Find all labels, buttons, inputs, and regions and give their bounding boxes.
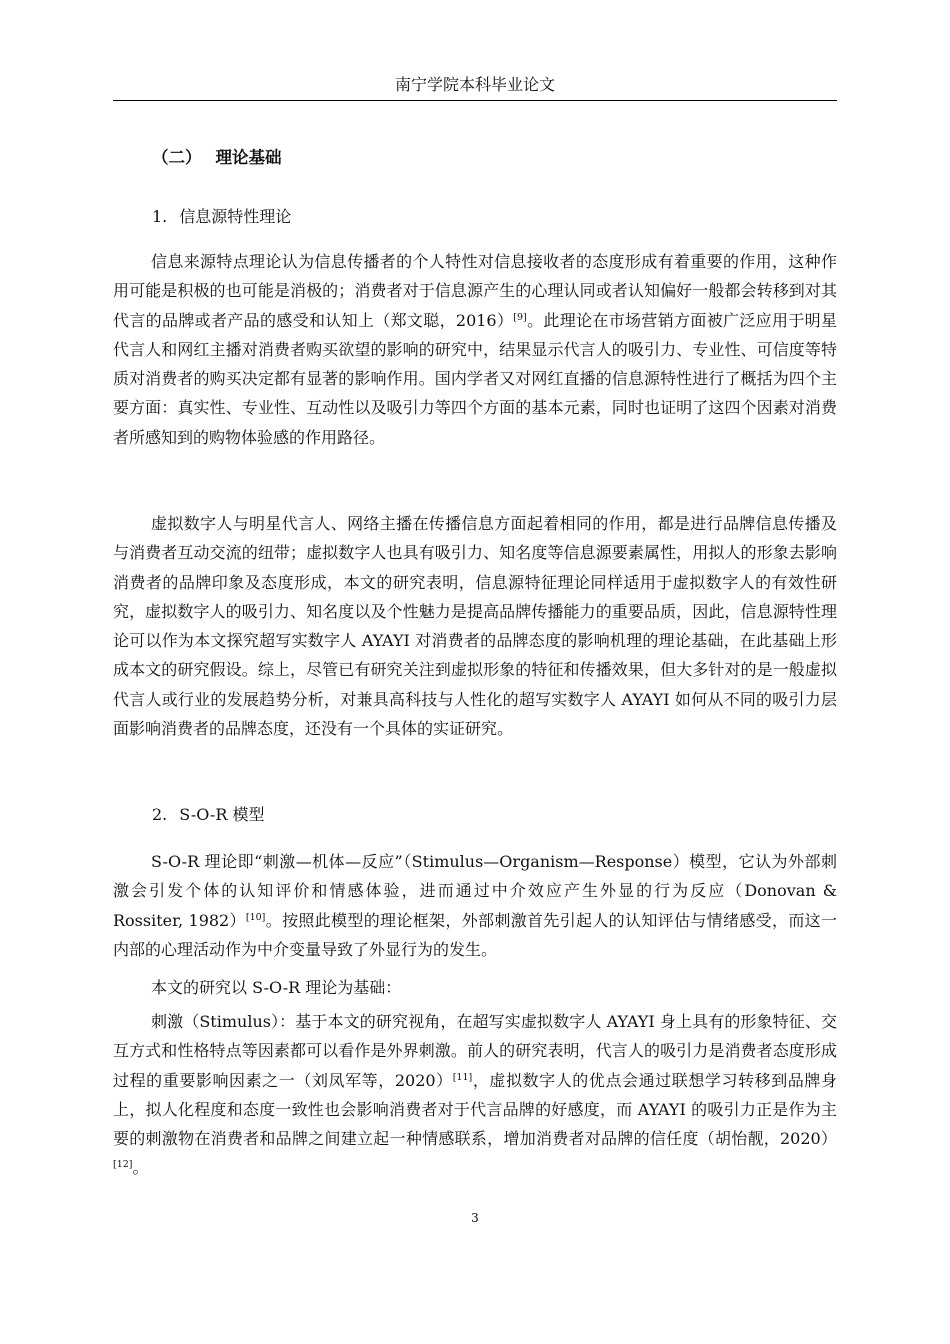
subsection-heading-1: [152, 205, 291, 229]
header-rule: [113, 100, 837, 101]
citation: [12]: [113, 1159, 133, 1171]
subsection-number: 2.: [152, 805, 168, 824]
subsection-heading-2: [152, 803, 264, 827]
paragraph-2: 虚拟数字人与明星代言人、网络主播在传播信息方面起着相同的作用，都是进行品牌信息传播及与消费者互动交流的纽带；虚拟数字人也具有吸引力、知名度等信息源要素属性，用拟人的形象去影响消费者的品牌印象及态度形成，本文的研究表明，信息源特征理论同样适用于虚拟数字人的有效性研究，虚拟数字人的吸引力、知名度以及个性魅力是提高品牌传播能力的重要品质，因此，信息源特性理论可以作为本文探究超写实数字人 AYAYI 对消费者的品牌态度的影响机理的理论基础，在此基础上形成本文的研究假设。综上，尽管已有研究关注到虚拟形象的特征和传播效果，但大多针对的是一般虚拟代言人或行业的发展趋势分析，对兼具高科技与人性化的超写实数字人 AYAYI 如何从不同的吸引力层面影响消费者的品牌态度，还没有一个具体的实证研究。: [113, 514, 837, 739]
section-heading: [152, 146, 282, 170]
subsection-number: 1.: [152, 207, 168, 226]
paragraph-3: S-O-R 理论即“刺激—机体—反应”（Stimulus—Organism—Response）模型，它认为外部刺激会引发个体的认知评价和情感体验，进而通过中介效应产生外显的行为反应（Donovan & Rossiter, 1982）[10]。按照此模型的理论框架，外部刺激首先引起人的认知评估与情绪感受，而这一内部的心理活动作为中介变量导致了外显行为的发生。: [113, 852, 837, 959]
paragraph-4: 本文的研究以 S-O-R 理论为基础：: [151, 978, 402, 997]
subsection-title: 信息源特性理论: [179, 207, 292, 226]
citation: [11]: [452, 1071, 473, 1083]
section-number: （二）: [152, 148, 202, 167]
paragraph-1: 信息来源特点理论认为信息传播者的个人特性对信息接收者的态度形成有着重要的作用，这种作用可能是积极的也可能是消极的；消费者对于信息源产生的心理认同或者认知偏好一般都会转移到对其代言的品牌或者产品的感受和认知上（郑文聪，2016）[9]。此理论在市场营销方面被广泛应用于明星代言人和网红主播对消费者购买欲望的影响的研究中，结果显示代言人的吸引力、专业性、可信度等特质对消费者的购买决定都有显著的影响作用。国内学者又对网红直播的信息源特性进行了概括为四个主要方面：真实性、专业性、互动性以及吸引力等四个方面的基本元素，同时也证明了这四个因素对消费者所感知到的购物体验感的作用路径。: [113, 252, 837, 447]
running-header: 南宁学院本科毕业论文: [394, 75, 555, 94]
paragraph-5: 刺激（Stimulus）：基于本文的研究视角，在超写实虚拟数字人 AYAYI 身上具有的形象特征、交互方式和性格特点等因素都可以看作是外界刺激。前人的研究表明，代言人的吸引力是消费者态度形成过程的重要影响因素之一（刘凤军等，2020）[11]，虚拟数字人的优点会通过联想学习转移到品牌身上，拟人化程度和态度一致性也会影响消费者对于代言品牌的好感度，而 AYAYI 的吸引力正是作为主要的刺激物在消费者和品牌之间建立起一种情感联系，增加消费者对品牌的信任度（胡怡靓，2020）[12]。: [113, 1012, 837, 1178]
section-title: 理论基础: [215, 148, 282, 167]
citation: [9]: [513, 311, 527, 323]
page-number: 3: [471, 1211, 479, 1225]
citation: [10]: [245, 911, 266, 923]
subsection-title: S-O-R 模型: [179, 805, 265, 824]
